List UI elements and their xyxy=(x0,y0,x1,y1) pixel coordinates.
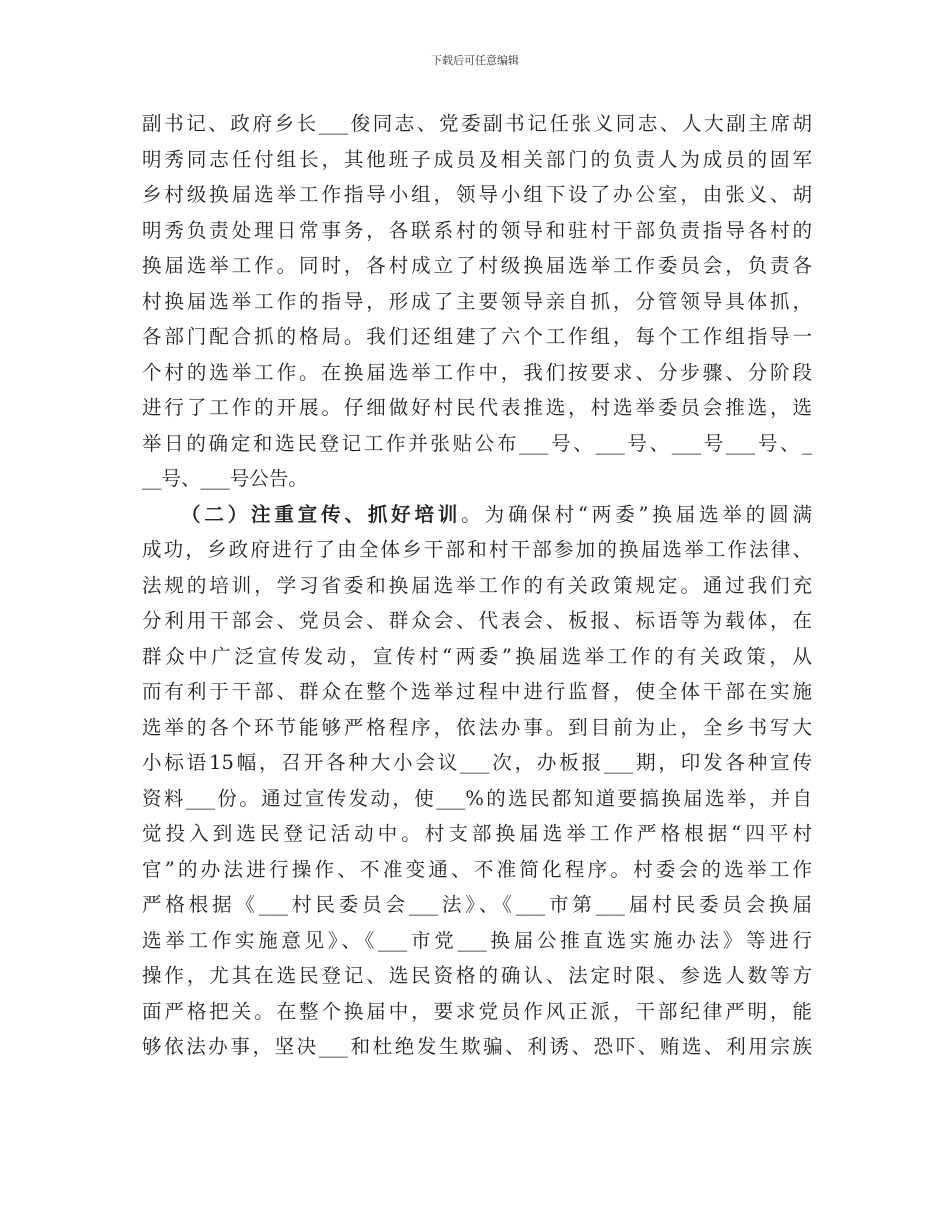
text-line: 严格根据《___村民委员会___法》、《___市第___届村民委员会换届 xyxy=(142,893,812,916)
text-line: __号、___号公告。 xyxy=(142,467,308,490)
text-line: 选举的各个环节能够严格程序，依法办事。到目前为止，全乡书写大 xyxy=(142,715,812,739)
section-heading-rest: 。为确保村“两委”换届选举的圆满 xyxy=(461,502,812,526)
page-header: 下载后可任意编辑 xyxy=(431,54,519,67)
section-heading: （二）注重宣传、抓好培训 xyxy=(181,502,462,526)
text-line: 明秀同志任付组长，其他班子成员及相关部门的负责人为成员的固军 xyxy=(142,147,812,171)
text-line: 分利用干部会、党员会、群众会、代表会、板报、标语等为载体，在 xyxy=(142,609,812,632)
text-line: 觉投入到选民登记活动中。村支部换届选举工作严格根据“四平村 xyxy=(142,822,812,845)
text-line: 举日的确定和选民登记工作并张贴公布___号、___号、___号___号、_ xyxy=(142,431,812,455)
text-line: 各部门配合抓的格局。我们还组建了六个工作组，每个工作组指导一 xyxy=(142,325,812,348)
text-line: 进行了工作的开展。仔细做好村民代表推选，村选举委员会推选，选 xyxy=(142,396,812,419)
paragraph-2 xyxy=(142,497,812,1065)
text-line: 副书记、政府乡长___俊同志、党委副书记任张义同志、人大副主席胡 xyxy=(142,112,812,135)
text-line: 选举工作实施意见》、《___市党___换届公推直选实施办法》等进行 xyxy=(142,928,812,952)
text-line: 村换届选举工作的指导，形成了主要领导亲自抓，分管领导具体抓， xyxy=(142,289,812,313)
text-line: 官”的办法进行操作、不准变通、不准简化程序。村委会的选举工作 xyxy=(142,857,812,881)
text-line: 操作，尤其在选民登记、选民资格的确认、法定时限、参选人数等方 xyxy=(142,964,812,987)
text-line: 而有利于干部、群众在整个选举过程中进行监督，使全体干部在实施 xyxy=(142,680,812,703)
document-body xyxy=(142,106,812,1065)
text-line: 个村的选举工作。在换届选举工作中，我们按要求、分步骤、分阶段 xyxy=(142,360,812,384)
text-line: 乡村级换届选举工作指导小组，领导小组下设了办公室，由张义、胡 xyxy=(142,183,812,206)
text-line: 成功，乡政府进行了由全体乡干部和村干部参加的换届选举工作法律、 xyxy=(142,538,812,561)
text-line: 够依法办事，坚决___和杜绝发生欺骗、利诱、恐吓、贿选、利用宗族 xyxy=(142,1035,812,1058)
text-line: 小标语15幅，召开各种大小会议___次，办板报___期，印发各种宣传 xyxy=(142,751,812,774)
text-line: 面严格把关。在整个换届中，要求党员作风正派，干部纪律严明，能 xyxy=(142,999,812,1023)
text-line: 资料___份。通过宣传发动，使___%的选民都知道要搞换届选举，并自 xyxy=(142,786,812,810)
text-line: 法规的培训，学习省委和换届选举工作的有关政策规定。通过我们充 xyxy=(142,573,812,597)
paragraph-1 xyxy=(142,106,812,497)
text-line: 群众中广泛宣传发动，宣传村“两委”换届选举工作的有关政策，从 xyxy=(142,644,812,668)
text-line: 换届选举工作。同时，各村成立了村级换届选举工作委员会，负责各 xyxy=(142,254,812,277)
text-line: 明秀负责处理日常事务，各联系村的领导和驻村干部负责指导各村的 xyxy=(142,218,812,242)
text-line xyxy=(142,497,812,533)
